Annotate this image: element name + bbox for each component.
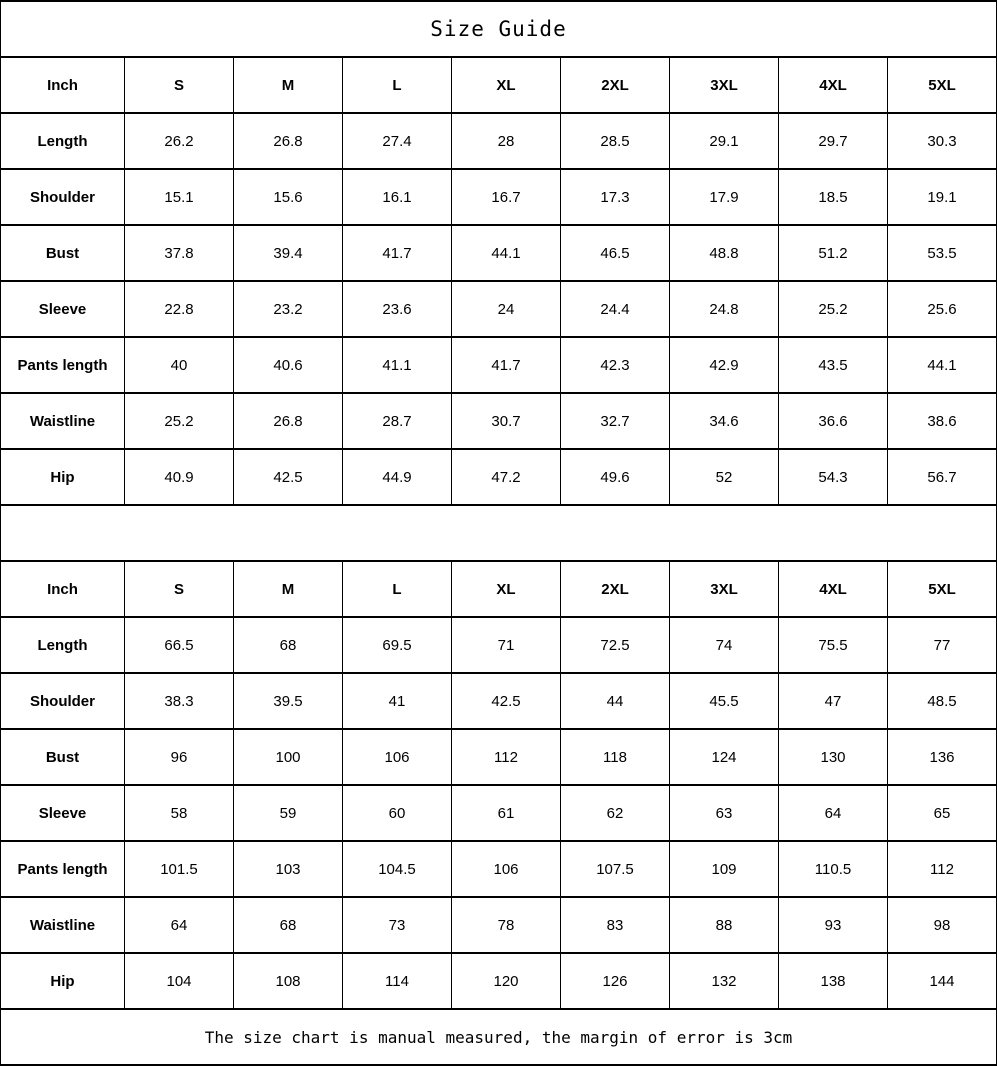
measurement-value-cell: 72.5 bbox=[561, 617, 670, 673]
measurement-value-cell: 103 bbox=[234, 841, 343, 897]
measurement-value-cell: 49.6 bbox=[561, 449, 670, 505]
measurement-value-cell: 42.5 bbox=[452, 673, 561, 729]
measurement-value-cell: 93 bbox=[779, 897, 888, 953]
measurement-value-cell: 44.1 bbox=[452, 225, 561, 281]
measurement-value-cell: 77 bbox=[888, 617, 997, 673]
table-spacer bbox=[1, 505, 997, 561]
measurement-value-cell: 104 bbox=[125, 953, 234, 1009]
measurement-value-cell: 26.8 bbox=[234, 393, 343, 449]
measurement-value-cell: 28.7 bbox=[343, 393, 452, 449]
measurement-value-cell: 41.7 bbox=[452, 337, 561, 393]
measurement-value-cell: 64 bbox=[779, 785, 888, 841]
size-header-cell: 4XL bbox=[779, 561, 888, 617]
measurement-value-cell: 126 bbox=[561, 953, 670, 1009]
size-header-cell: 4XL bbox=[779, 57, 888, 113]
measurement-row bbox=[1, 225, 997, 281]
measurement-value-cell: 101.5 bbox=[125, 841, 234, 897]
measurement-value-cell: 48.8 bbox=[670, 225, 779, 281]
measurement-value-cell: 56.7 bbox=[888, 449, 997, 505]
measurement-row bbox=[1, 841, 997, 897]
measurement-label-cell: Sleeve bbox=[1, 281, 125, 337]
measurement-value-cell: 47 bbox=[779, 673, 888, 729]
measurement-value-cell: 53.5 bbox=[888, 225, 997, 281]
measurement-value-cell: 43.5 bbox=[779, 337, 888, 393]
measurement-value-cell: 29.1 bbox=[670, 113, 779, 169]
size-header-row bbox=[1, 57, 997, 113]
measurement-label-cell: Shoulder bbox=[1, 169, 125, 225]
title-row bbox=[1, 1, 997, 57]
measurement-value-cell: 25.2 bbox=[779, 281, 888, 337]
measurement-value-cell: 30.7 bbox=[452, 393, 561, 449]
measurement-value-cell: 23.6 bbox=[343, 281, 452, 337]
measurement-value-cell: 52 bbox=[670, 449, 779, 505]
measurement-value-cell: 64 bbox=[125, 897, 234, 953]
measurement-value-cell: 98 bbox=[888, 897, 997, 953]
measurement-row bbox=[1, 337, 997, 393]
measurement-label-cell: Length bbox=[1, 617, 125, 673]
measurement-row bbox=[1, 897, 997, 953]
measurement-value-cell: 40.9 bbox=[125, 449, 234, 505]
measurement-value-cell: 26.8 bbox=[234, 113, 343, 169]
measurement-label-cell: Length bbox=[1, 113, 125, 169]
measurement-value-cell: 75.5 bbox=[779, 617, 888, 673]
measurement-value-cell: 68 bbox=[234, 897, 343, 953]
measurement-row bbox=[1, 785, 997, 841]
measurement-value-cell: 28 bbox=[452, 113, 561, 169]
measurement-value-cell: 39.5 bbox=[234, 673, 343, 729]
measurement-value-cell: 42.3 bbox=[561, 337, 670, 393]
measurement-value-cell: 108 bbox=[234, 953, 343, 1009]
measurement-value-cell: 29.7 bbox=[779, 113, 888, 169]
size-header-cell: XL bbox=[452, 561, 561, 617]
measurement-value-cell: 15.1 bbox=[125, 169, 234, 225]
measurement-value-cell: 41.1 bbox=[343, 337, 452, 393]
measurement-value-cell: 40 bbox=[125, 337, 234, 393]
measurement-value-cell: 22.8 bbox=[125, 281, 234, 337]
measurement-value-cell: 144 bbox=[888, 953, 997, 1009]
measurement-value-cell: 17.3 bbox=[561, 169, 670, 225]
measurement-value-cell: 114 bbox=[343, 953, 452, 1009]
footer-note: The size chart is manual measured, the margin of error is 3cm bbox=[1, 1009, 997, 1065]
measurement-value-cell: 109 bbox=[670, 841, 779, 897]
measurement-value-cell: 138 bbox=[779, 953, 888, 1009]
measurement-value-cell: 25.6 bbox=[888, 281, 997, 337]
measurement-value-cell: 136 bbox=[888, 729, 997, 785]
size-header-cell: XL bbox=[452, 57, 561, 113]
measurement-label-cell: Waistline bbox=[1, 897, 125, 953]
measurement-label-cell: Hip bbox=[1, 953, 125, 1009]
measurement-label-cell: Sleeve bbox=[1, 785, 125, 841]
size-header-cell: 2XL bbox=[561, 561, 670, 617]
measurement-value-cell: 106 bbox=[343, 729, 452, 785]
measurement-label-cell: Hip bbox=[1, 449, 125, 505]
measurement-row bbox=[1, 169, 997, 225]
size-header-cell: L bbox=[343, 561, 452, 617]
measurement-value-cell: 106 bbox=[452, 841, 561, 897]
measurement-value-cell: 27.4 bbox=[343, 113, 452, 169]
measurement-value-cell: 88 bbox=[670, 897, 779, 953]
measurement-row bbox=[1, 281, 997, 337]
measurement-value-cell: 118 bbox=[561, 729, 670, 785]
measurement-value-cell: 36.6 bbox=[779, 393, 888, 449]
measurement-value-cell: 107.5 bbox=[561, 841, 670, 897]
measurement-value-cell: 130 bbox=[779, 729, 888, 785]
measurement-label-cell: Shoulder bbox=[1, 673, 125, 729]
measurement-value-cell: 78 bbox=[452, 897, 561, 953]
measurement-value-cell: 16.1 bbox=[343, 169, 452, 225]
measurement-row bbox=[1, 953, 997, 1009]
measurement-value-cell: 132 bbox=[670, 953, 779, 1009]
size-header-cell: M bbox=[234, 57, 343, 113]
measurement-row bbox=[1, 673, 997, 729]
measurement-value-cell: 110.5 bbox=[779, 841, 888, 897]
measurement-value-cell: 66.5 bbox=[125, 617, 234, 673]
measurement-value-cell: 41 bbox=[343, 673, 452, 729]
size-header-cell: L bbox=[343, 57, 452, 113]
measurement-value-cell: 65 bbox=[888, 785, 997, 841]
measurement-row bbox=[1, 617, 997, 673]
measurement-value-cell: 112 bbox=[888, 841, 997, 897]
measurement-value-cell: 40.6 bbox=[234, 337, 343, 393]
measurement-value-cell: 34.6 bbox=[670, 393, 779, 449]
measurement-value-cell: 26.2 bbox=[125, 113, 234, 169]
measurement-value-cell: 44 bbox=[561, 673, 670, 729]
measurement-value-cell: 51.2 bbox=[779, 225, 888, 281]
measurement-value-cell: 60 bbox=[343, 785, 452, 841]
measurement-value-cell: 24.8 bbox=[670, 281, 779, 337]
measurement-value-cell: 19.1 bbox=[888, 169, 997, 225]
measurement-label-cell: Pants length bbox=[1, 841, 125, 897]
measurement-value-cell: 61 bbox=[452, 785, 561, 841]
measurement-value-cell: 63 bbox=[670, 785, 779, 841]
measurement-value-cell: 100 bbox=[234, 729, 343, 785]
size-header-cell: S bbox=[125, 57, 234, 113]
measurement-value-cell: 69.5 bbox=[343, 617, 452, 673]
measurement-row bbox=[1, 113, 997, 169]
measurement-value-cell: 124 bbox=[670, 729, 779, 785]
measurement-value-cell: 58 bbox=[125, 785, 234, 841]
measurement-label-cell: Bust bbox=[1, 729, 125, 785]
measurement-value-cell: 120 bbox=[452, 953, 561, 1009]
size-header-cell: 5XL bbox=[888, 561, 997, 617]
size-header-cell: 3XL bbox=[670, 561, 779, 617]
measurement-value-cell: 44.9 bbox=[343, 449, 452, 505]
measurement-value-cell: 25.2 bbox=[125, 393, 234, 449]
measurement-value-cell: 17.9 bbox=[670, 169, 779, 225]
unit-header-cell: Inch bbox=[1, 561, 125, 617]
measurement-value-cell: 30.3 bbox=[888, 113, 997, 169]
measurement-value-cell: 46.5 bbox=[561, 225, 670, 281]
measurement-value-cell: 38.3 bbox=[125, 673, 234, 729]
measurement-value-cell: 28.5 bbox=[561, 113, 670, 169]
measurement-value-cell: 104.5 bbox=[343, 841, 452, 897]
unit-header-cell: Inch bbox=[1, 57, 125, 113]
size-header-row bbox=[1, 561, 997, 617]
size-table-bottom bbox=[1, 561, 997, 1009]
measurement-row bbox=[1, 729, 997, 785]
measurement-value-cell: 23.2 bbox=[234, 281, 343, 337]
measurement-label-cell: Waistline bbox=[1, 393, 125, 449]
size-header-cell: 2XL bbox=[561, 57, 670, 113]
measurement-value-cell: 41.7 bbox=[343, 225, 452, 281]
measurement-value-cell: 62 bbox=[561, 785, 670, 841]
size-header-cell: 5XL bbox=[888, 57, 997, 113]
measurement-value-cell: 45.5 bbox=[670, 673, 779, 729]
measurement-value-cell: 44.1 bbox=[888, 337, 997, 393]
measurement-value-cell: 39.4 bbox=[234, 225, 343, 281]
size-header-cell: M bbox=[234, 561, 343, 617]
measurement-label-cell: Pants length bbox=[1, 337, 125, 393]
size-table-top bbox=[1, 57, 997, 505]
measurement-label-cell: Bust bbox=[1, 225, 125, 281]
measurement-value-cell: 42.5 bbox=[234, 449, 343, 505]
measurement-value-cell: 24 bbox=[452, 281, 561, 337]
size-header-cell: 3XL bbox=[670, 57, 779, 113]
measurement-value-cell: 15.6 bbox=[234, 169, 343, 225]
measurement-value-cell: 32.7 bbox=[561, 393, 670, 449]
measurement-value-cell: 59 bbox=[234, 785, 343, 841]
measurement-row bbox=[1, 393, 997, 449]
measurement-value-cell: 47.2 bbox=[452, 449, 561, 505]
measurement-value-cell: 38.6 bbox=[888, 393, 997, 449]
measurement-value-cell: 112 bbox=[452, 729, 561, 785]
footer-row bbox=[1, 1009, 997, 1065]
measurement-value-cell: 74 bbox=[670, 617, 779, 673]
measurement-value-cell: 37.8 bbox=[125, 225, 234, 281]
size-header-cell: S bbox=[125, 561, 234, 617]
measurement-value-cell: 71 bbox=[452, 617, 561, 673]
table-spacer-row bbox=[1, 505, 997, 561]
measurement-value-cell: 73 bbox=[343, 897, 452, 953]
measurement-value-cell: 48.5 bbox=[888, 673, 997, 729]
measurement-value-cell: 18.5 bbox=[779, 169, 888, 225]
measurement-value-cell: 96 bbox=[125, 729, 234, 785]
measurement-row bbox=[1, 449, 997, 505]
page-title: Size Guide bbox=[1, 1, 997, 57]
measurement-value-cell: 24.4 bbox=[561, 281, 670, 337]
measurement-value-cell: 42.9 bbox=[670, 337, 779, 393]
measurement-value-cell: 83 bbox=[561, 897, 670, 953]
measurement-value-cell: 68 bbox=[234, 617, 343, 673]
measurement-value-cell: 54.3 bbox=[779, 449, 888, 505]
measurement-value-cell: 16.7 bbox=[452, 169, 561, 225]
